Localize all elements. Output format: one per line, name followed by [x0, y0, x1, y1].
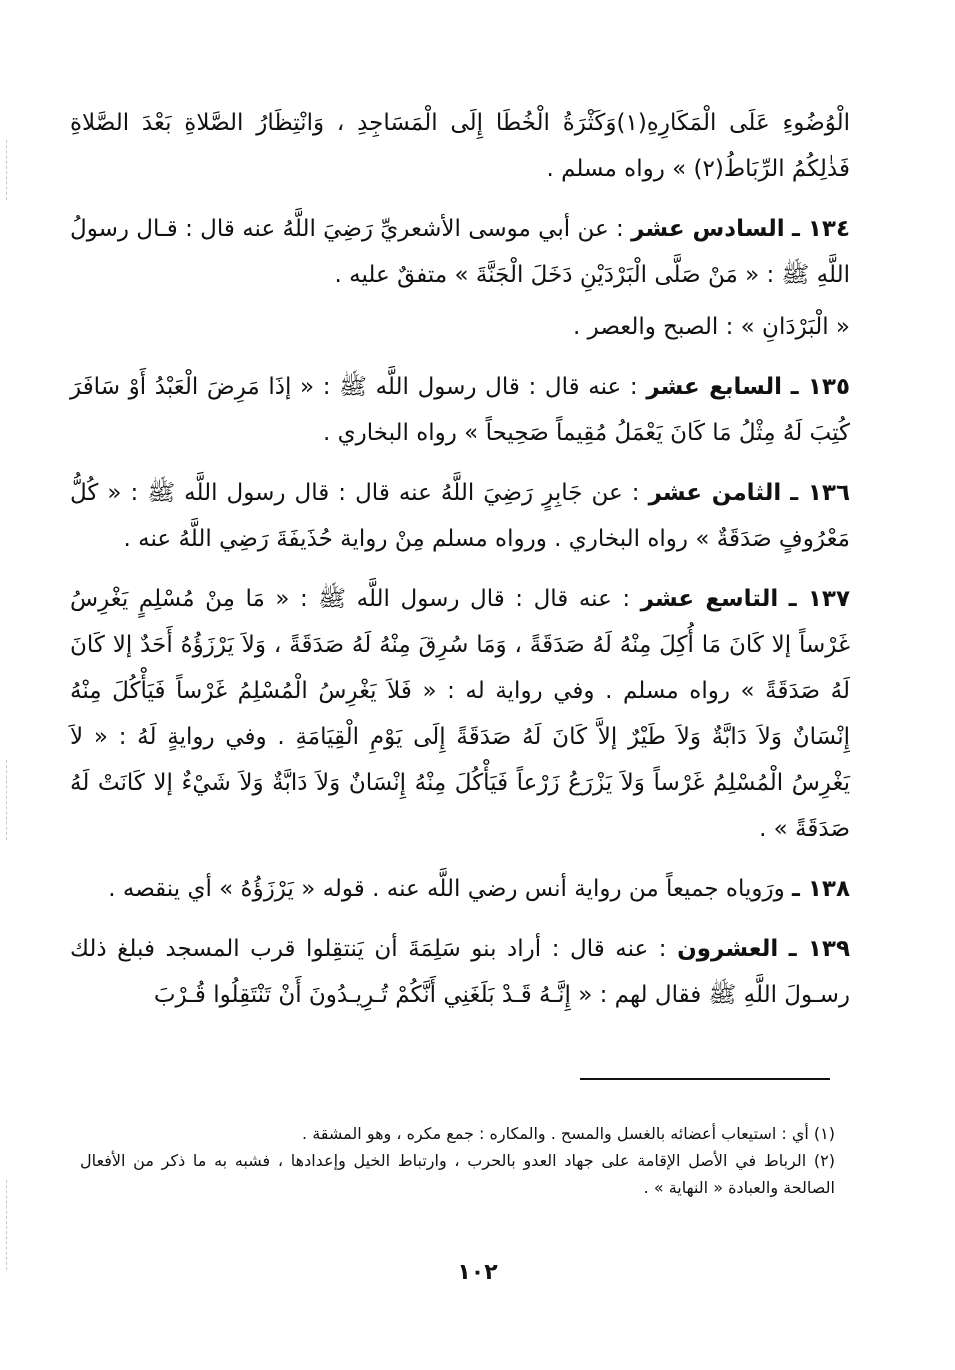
hadith-135: [70, 364, 850, 456]
footnote-1: (١) أي : استيعاب أعضائه بالغسل والمسح . والمكاره : جمع مكره ، وهو المشقة .: [302, 1124, 835, 1143]
hadith-label: التاسع عشر: [640, 586, 779, 612]
text-line: فَذٰلِكُمُ الرِّبَاطُ(٢) » رواه مسلم .: [546, 156, 850, 182]
scan-margin-mark: [6, 1180, 7, 1270]
footnote-2: (٢) الرباط في الأصل الإقامة على جهاد العدو بالحرب ، وارتباط الخيل وإعدادها ، فشبه به ما ذكر من الأفعال الصالحة والعبادة « النهاية » .: [80, 1151, 835, 1197]
footnotes: [80, 1120, 835, 1201]
scan-margin-mark: [6, 760, 7, 840]
hadith-number: ١٣٧ ـ: [788, 586, 850, 612]
hadith-label: العشرون: [677, 936, 779, 962]
main-text: [70, 100, 850, 1032]
hadith-number: ١٣٩ ـ: [788, 936, 851, 962]
hadith-text: : عنه قال : قال رسول اللَّه ﷺ : « إذَا مَرِضَ الْعَبْدُ أَوْ سَافَرَ كُتِبَ لَهُ مِثْلُ مَا كَانَ يَعْمَلُ مُقِيماً صَحِيحاً » رواه البخاري .: [70, 374, 850, 446]
hadith-label: السادس عشر: [631, 216, 785, 242]
hadith-136: [70, 470, 850, 562]
footnote-divider: [580, 1078, 830, 1080]
hadith-text: : عنه قال : أراد بنو سَلِمَةَ أن يَنتقِلوا قرب المسجد فبلغ ذلك رسـولَ اللَّهِ ﷺ فقال لهم : « إِنَّـهُ قَـدْ بَلَغَنِي أَنَّكُمْ تُـرِيـدُونَ أَنْ تَنْتَقِلُوا قُـرْبَ: [70, 936, 850, 1008]
gloss-text: « الْبَرْدَانِ » : الصبح والعصر .: [573, 314, 850, 340]
page-number: ١٠٢: [457, 1260, 498, 1285]
hadith-text: ورَوياه جميعاً من رواية أنس رضي اللَّه عنه . قوله « يَرْزَؤُهُ » أي ينقصه .: [108, 876, 785, 902]
hadith-number: ١٣٨ ـ: [792, 876, 850, 902]
hadith-139: [70, 926, 850, 1018]
hadith-number: ١٣٥ ـ: [790, 374, 851, 400]
hadith-134: [70, 206, 850, 298]
hadith-text: : عن أبي موسى الأشعريِّ رَضِيَ اللَّهُ عنه قال : قـال رسولُ اللَّهِ ﷺ : « مَنْ صَلَّى الْبَرْدَيْنِ دَخَلَ الْجَنَّةَ » متفقٌ عليه .: [70, 216, 850, 288]
hadith-text: : عنه قال : قال رسول اللَّه ﷺ : « مَا مِنْ مُسْلِمٍ يَغْرِسُ غَرْساً إلا كَانَ مَا أُكِلَ مِنْهُ لَهُ صَدَقَةً ، وَمَا سُرِقَ مِنْهُ لَهُ صَدَقَةً ، وَلاَ يَرْزَؤُهُ أَحَدٌ إلا كَانَ لَهُ صَدَقَةً » رواه مسلم . وفي رواية له : « فَلاَ يَغْرِسُ الْمُسْلِمُ غَرْساً فَيَأْكُلَ مِنْهُ إِنْسَانٌ وَلاَ دَابَّةٌ وَلاَ طَيْرٌ إلاَّ كَانَ لَهُ صَدَقَةً إِلَى يَوْمِ الْقِيَامَةِ . وفي روايةٍ لَهُ : « لاَ يَغْرِسُ الْمُسْلِمُ غَرْساً وَلاَ يَزْرَعُ زَرْعاً فَيَأْكُلَ مِنْهُ إِنْسَانٌ وَلاَ دَابَّةٌ وَلاَ شَيْءٌ إلا كَانَتْ لَهُ صَدَقَةً » .: [70, 586, 850, 842]
hadith-label: الثامن عشر: [648, 480, 782, 506]
hadith-138: [70, 866, 850, 912]
hadith-number: ١٣٤ ـ: [791, 216, 850, 242]
scan-margin-mark: [6, 140, 7, 200]
hadith-label: السابع عشر: [646, 374, 783, 400]
hadith-134-gloss: [70, 304, 850, 350]
text-line: الْوُضُوءِ عَلَى الْمَكَارِهِ(١)وَكَثْرَةُ الْخُطَا إِلَى الْمَسَاجِدِ ، وَانْتِظَارُ الصَّلاةِ بَعْدَ الصَّلاةِ: [70, 110, 851, 136]
hadith-text: : عن جَابِرٍ رَضِيَ اللَّهُ عنه قال : قال رسول اللَّه ﷺ : « كُلُّ مَعْرُوفٍ صَدَقَةٌ » رواه البخاري . ورواه مسلم مِنْ رواية حُذَيفَةَ رَضِي اللَّهُ عنه .: [70, 480, 850, 552]
hadith-137: [70, 576, 850, 852]
hadith-133-continuation: [70, 100, 850, 192]
hadith-number: ١٣٦ ـ: [790, 480, 851, 506]
